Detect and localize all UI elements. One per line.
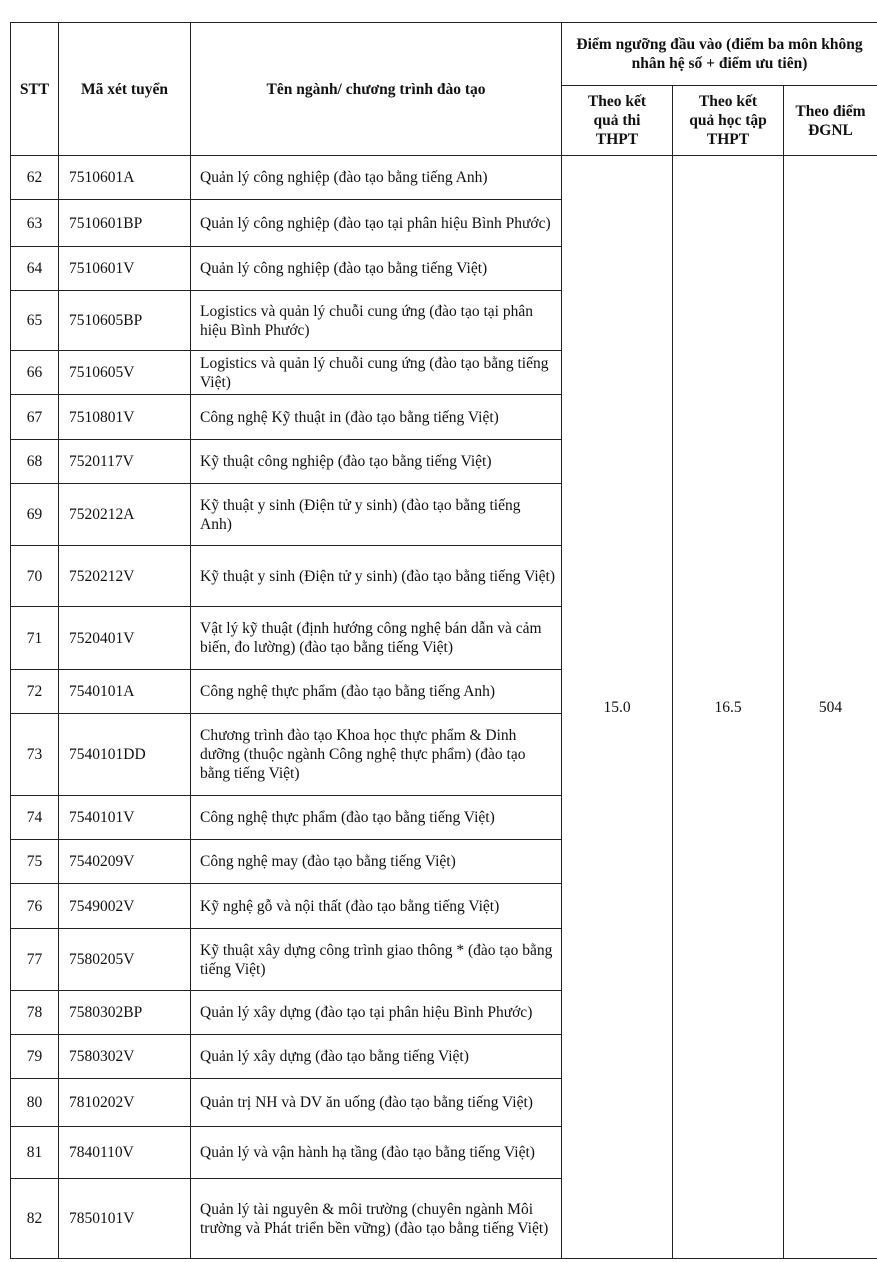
row-stt: 65 <box>11 291 59 351</box>
row-code: 7510801V <box>59 395 191 440</box>
table-body <box>11 156 877 1259</box>
row-code: 7520401V <box>59 607 191 670</box>
row-program-name: Quản lý tài nguyên & môi trường (chuyên ngành Môi trường và Phát triển bền vững) (đào tạo bằng tiếng Việt) <box>191 1179 562 1259</box>
header-thpt-exam: Theo kết quả thi THPT <box>562 86 673 156</box>
row-code: 7840110V <box>59 1127 191 1179</box>
row-program-name: Quản lý công nghiệp (đào tạo tại phân hiệu Bình Phước) <box>191 200 562 247</box>
row-stt: 81 <box>11 1127 59 1179</box>
row-code: 7510605BP <box>59 291 191 351</box>
row-program-name: Quản lý xây dựng (đào tạo tại phân hiệu Bình Phước) <box>191 991 562 1035</box>
admission-threshold-document <box>10 22 877 1259</box>
row-code: 7810202V <box>59 1079 191 1127</box>
score-thpt-exam: 15.0 <box>562 156 673 1259</box>
row-stt: 77 <box>11 929 59 991</box>
score-thpt-record: 16.5 <box>673 156 784 1259</box>
table-header <box>11 23 877 156</box>
header-stt: STT <box>11 23 59 156</box>
row-program-name: Quản lý xây dựng (đào tạo bằng tiếng Việt) <box>191 1035 562 1079</box>
row-program-name: Quản lý công nghiệp (đào tạo bằng tiếng Anh) <box>191 156 562 200</box>
row-program-name: Kỹ thuật y sinh (Điện tử y sinh) (đào tạo bằng tiếng Anh) <box>191 484 562 546</box>
row-program-name: Chương trình đào tạo Khoa học thực phẩm & Dinh dưỡng (thuộc ngành Công nghệ thực phẩm) (đào tạo bằng tiếng Việt) <box>191 714 562 796</box>
row-stt: 78 <box>11 991 59 1035</box>
row-code: 7540101DD <box>59 714 191 796</box>
row-code: 7510601A <box>59 156 191 200</box>
row-program-name: Công nghệ thực phẩm (đào tạo bằng tiếng Việt) <box>191 796 562 840</box>
row-code: 7520117V <box>59 440 191 484</box>
row-code: 7580302V <box>59 1035 191 1079</box>
row-program-name: Logistics và quản lý chuỗi cung ứng (đào tạo bằng tiếng Việt) <box>191 351 562 395</box>
row-code: 7510601V <box>59 247 191 291</box>
row-program-name: Quản lý công nghiệp (đào tạo bằng tiếng Việt) <box>191 247 562 291</box>
admission-threshold-table <box>10 22 877 1259</box>
row-code: 7850101V <box>59 1179 191 1259</box>
row-program-name: Kỹ thuật xây dựng công trình giao thông * (đào tạo bằng tiếng Việt) <box>191 929 562 991</box>
row-stt: 69 <box>11 484 59 546</box>
row-program-name: Công nghệ may (đào tạo bằng tiếng Việt) <box>191 840 562 884</box>
row-stt: 64 <box>11 247 59 291</box>
row-code: 7510605V <box>59 351 191 395</box>
row-stt: 82 <box>11 1179 59 1259</box>
row-program-name: Quản lý và vận hành hạ tầng (đào tạo bằng tiếng Việt) <box>191 1127 562 1179</box>
row-program-name: Công nghệ thực phẩm (đào tạo bằng tiếng Anh) <box>191 670 562 714</box>
header-dgnl: Theo điểm ĐGNL <box>784 86 877 156</box>
row-program-name: Kỹ thuật y sinh (Điện tử y sinh) (đào tạo bằng tiếng Việt) <box>191 546 562 607</box>
header-threshold: Điểm ngưỡng đầu vào (điểm ba môn không nhân hệ số + điểm ưu tiên) <box>562 23 877 86</box>
row-stt: 66 <box>11 351 59 395</box>
row-program-name: Kỹ nghệ gỗ và nội thất (đào tạo bằng tiếng Việt) <box>191 884 562 929</box>
row-program-name: Công nghệ Kỹ thuật in (đào tạo bằng tiếng Việt) <box>191 395 562 440</box>
row-code: 7580205V <box>59 929 191 991</box>
header-code: Mã xét tuyển <box>59 23 191 156</box>
row-code: 7540209V <box>59 840 191 884</box>
row-stt: 75 <box>11 840 59 884</box>
row-code: 7580302BP <box>59 991 191 1035</box>
row-code: 7540101V <box>59 796 191 840</box>
row-stt: 76 <box>11 884 59 929</box>
row-stt: 73 <box>11 714 59 796</box>
row-code: 7520212A <box>59 484 191 546</box>
row-stt: 72 <box>11 670 59 714</box>
row-stt: 67 <box>11 395 59 440</box>
row-code: 7549002V <box>59 884 191 929</box>
row-code: 7520212V <box>59 546 191 607</box>
row-stt: 71 <box>11 607 59 670</box>
header-thpt-record: Theo kết quả học tập THPT <box>673 86 784 156</box>
row-program-name: Vật lý kỹ thuật (định hướng công nghệ bán dẫn và cảm biến, đo lường) (đào tạo bằng tiếng Việt) <box>191 607 562 670</box>
row-program-name: Kỹ thuật công nghiệp (đào tạo bằng tiếng Việt) <box>191 440 562 484</box>
row-stt: 74 <box>11 796 59 840</box>
row-stt: 68 <box>11 440 59 484</box>
row-code: 7510601BP <box>59 200 191 247</box>
row-stt: 63 <box>11 200 59 247</box>
row-stt: 62 <box>11 156 59 200</box>
row-stt: 80 <box>11 1079 59 1127</box>
header-name: Tên ngành/ chương trình đào tạo <box>191 23 562 156</box>
row-program-name: Quản trị NH và DV ăn uống (đào tạo bằng tiếng Việt) <box>191 1079 562 1127</box>
score-dgnl: 504 <box>784 156 877 1259</box>
row-stt: 70 <box>11 546 59 607</box>
row-program-name: Logistics và quản lý chuỗi cung ứng (đào tạo tại phân hiệu Bình Phước) <box>191 291 562 351</box>
row-stt: 79 <box>11 1035 59 1079</box>
row-code: 7540101A <box>59 670 191 714</box>
table-row <box>11 156 877 200</box>
